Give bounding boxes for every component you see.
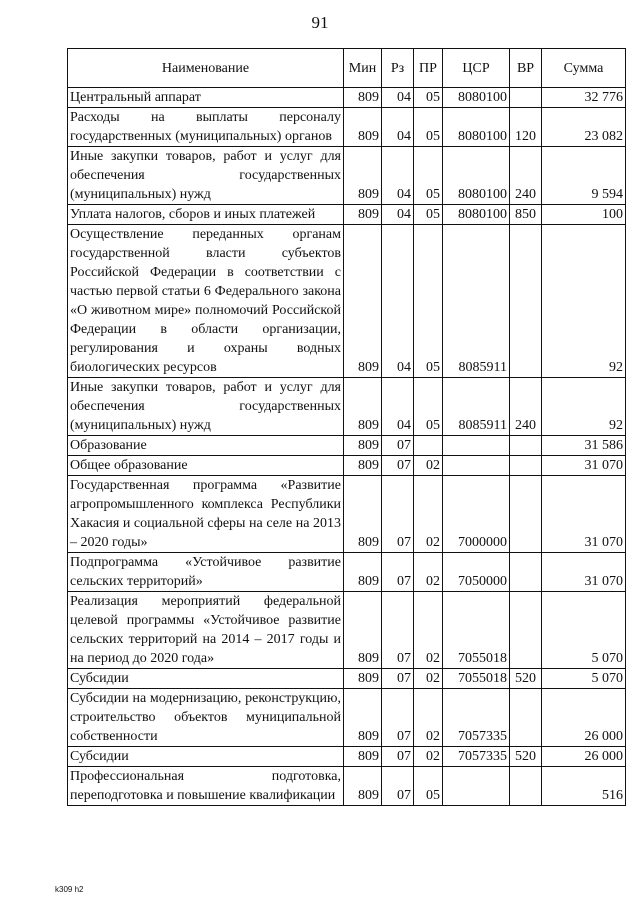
table-row [68,436,626,456]
cell-pr: 05 [414,767,443,806]
cell-rz: 04 [382,88,414,108]
cell-rz: 07 [382,669,414,689]
cell-pr: 02 [414,689,443,747]
cell-rz: 04 [382,378,414,436]
footer-code: k309 h2 [55,885,84,894]
cell-csr: 7055018 [443,669,510,689]
cell-rz: 07 [382,747,414,767]
cell-min: 809 [344,553,382,592]
cell-sum: 31 586 [542,436,626,456]
cell-min: 809 [344,669,382,689]
cell-min: 809 [344,689,382,747]
cell-rz: 04 [382,108,414,147]
cell-name: Субсидии [68,747,344,767]
cell-min: 809 [344,225,382,378]
table-header-row [68,49,626,88]
cell-name: Профессиональная подготовка, переподготовка и повышение квалификации [68,767,344,806]
cell-pr: 02 [414,456,443,476]
cell-vr [510,592,542,669]
cell-name: Образование [68,436,344,456]
cell-sum: 92 [542,378,626,436]
cell-name: Реализация мероприятий федеральной целевой программы «Устойчивое развитие сельских территорий на 2014 – 2017 годы и на период до 2020 года» [68,592,344,669]
cell-min: 809 [344,147,382,205]
cell-pr: 05 [414,378,443,436]
cell-pr: 05 [414,108,443,147]
cell-name: Общее образование [68,456,344,476]
table-row [68,476,626,553]
cell-rz: 04 [382,147,414,205]
header-min: Мин [344,49,382,88]
cell-min: 809 [344,436,382,456]
header-name: Наименование [68,49,344,88]
cell-csr: 8085911 [443,225,510,378]
cell-rz: 07 [382,592,414,669]
cell-csr [443,456,510,476]
cell-csr: 8080100 [443,108,510,147]
cell-min: 809 [344,456,382,476]
cell-sum: 31 070 [542,456,626,476]
table-row [68,689,626,747]
table-row [68,147,626,205]
cell-min: 809 [344,767,382,806]
cell-name: Иные закупки товаров, работ и услуг для обеспечения государственных (муниципальных) нужд [68,378,344,436]
cell-csr: 8080100 [443,88,510,108]
cell-min: 809 [344,592,382,669]
cell-vr: 850 [510,205,542,225]
table-row [68,553,626,592]
cell-min: 809 [344,205,382,225]
cell-pr: 02 [414,747,443,767]
cell-rz: 07 [382,456,414,476]
table-row [68,108,626,147]
cell-name: Центральный аппарат [68,88,344,108]
header-csr: ЦСР [443,49,510,88]
cell-csr [443,767,510,806]
cell-name: Иные закупки товаров, работ и услуг для обеспечения государственных (муниципальных) нужд [68,147,344,205]
cell-rz: 07 [382,767,414,806]
cell-pr: 02 [414,592,443,669]
cell-pr: 02 [414,553,443,592]
cell-pr: 05 [414,205,443,225]
cell-vr [510,476,542,553]
cell-min: 809 [344,747,382,767]
cell-name: Осуществление переданных органам государственной власти субъектов Российской Федерации в соответствии с частью первой статьи 6 Федерального закона «О животном мире» полномочий Российской Федерации в области организации, регулирования и охраны водных биологических ресурсов [68,225,344,378]
cell-csr: 7050000 [443,553,510,592]
table-row [68,378,626,436]
header-sum: Сумма [542,49,626,88]
cell-name: Государственная программа «Развитие агропромышленного комплекса Республики Хакасия и социальной сферы на селе на 2013 – 2020 годы» [68,476,344,553]
cell-csr: 8085911 [443,378,510,436]
cell-vr: 240 [510,147,542,205]
cell-pr: 05 [414,88,443,108]
table-row [68,456,626,476]
cell-name: Расходы на выплаты персоналу государственных (муниципальных) органов [68,108,344,147]
table-body [68,88,626,806]
cell-csr: 8080100 [443,147,510,205]
cell-vr [510,88,542,108]
cell-sum: 32 776 [542,88,626,108]
cell-vr [510,767,542,806]
cell-sum: 5 070 [542,592,626,669]
table-row [68,747,626,767]
cell-vr: 520 [510,747,542,767]
cell-min: 809 [344,378,382,436]
cell-sum: 31 070 [542,476,626,553]
cell-csr: 7000000 [443,476,510,553]
cell-sum: 26 000 [542,689,626,747]
cell-sum: 100 [542,205,626,225]
cell-rz: 07 [382,436,414,456]
table-row [68,88,626,108]
cell-csr [443,436,510,456]
cell-vr [510,553,542,592]
cell-pr: 05 [414,225,443,378]
cell-csr: 7055018 [443,592,510,669]
cell-vr [510,436,542,456]
cell-sum: 31 070 [542,553,626,592]
cell-vr [510,225,542,378]
cell-csr: 7057335 [443,747,510,767]
table-row [68,669,626,689]
cell-vr: 520 [510,669,542,689]
cell-pr [414,436,443,456]
cell-name: Уплата налогов, сборов и иных платежей [68,205,344,225]
cell-name: Субсидии на модернизацию, реконструкцию, строительство объектов муниципальной собственности [68,689,344,747]
cell-rz: 07 [382,476,414,553]
budget-table [67,48,626,806]
cell-rz: 07 [382,689,414,747]
page-number: 91 [311,13,329,32]
cell-csr: 8080100 [443,205,510,225]
cell-name: Подпрограмма «Устойчивое развитие сельских территорий» [68,553,344,592]
cell-sum: 92 [542,225,626,378]
table-row [68,225,626,378]
cell-min: 809 [344,88,382,108]
cell-pr: 02 [414,476,443,553]
cell-sum: 23 082 [542,108,626,147]
cell-csr: 7057335 [443,689,510,747]
cell-name: Субсидии [68,669,344,689]
header-pr: ПР [414,49,443,88]
cell-rz: 07 [382,553,414,592]
cell-vr [510,689,542,747]
cell-min: 809 [344,476,382,553]
cell-rz: 04 [382,205,414,225]
header-vr: ВР [510,49,542,88]
cell-pr: 05 [414,147,443,205]
cell-sum: 26 000 [542,747,626,767]
cell-sum: 516 [542,767,626,806]
cell-vr: 240 [510,378,542,436]
table-row [68,592,626,669]
cell-sum: 9 594 [542,147,626,205]
cell-min: 809 [344,108,382,147]
cell-vr: 120 [510,108,542,147]
cell-pr: 02 [414,669,443,689]
cell-vr [510,456,542,476]
header-rz: Рз [382,49,414,88]
table-row [68,205,626,225]
cell-rz: 04 [382,225,414,378]
cell-sum: 5 070 [542,669,626,689]
table-row [68,767,626,806]
